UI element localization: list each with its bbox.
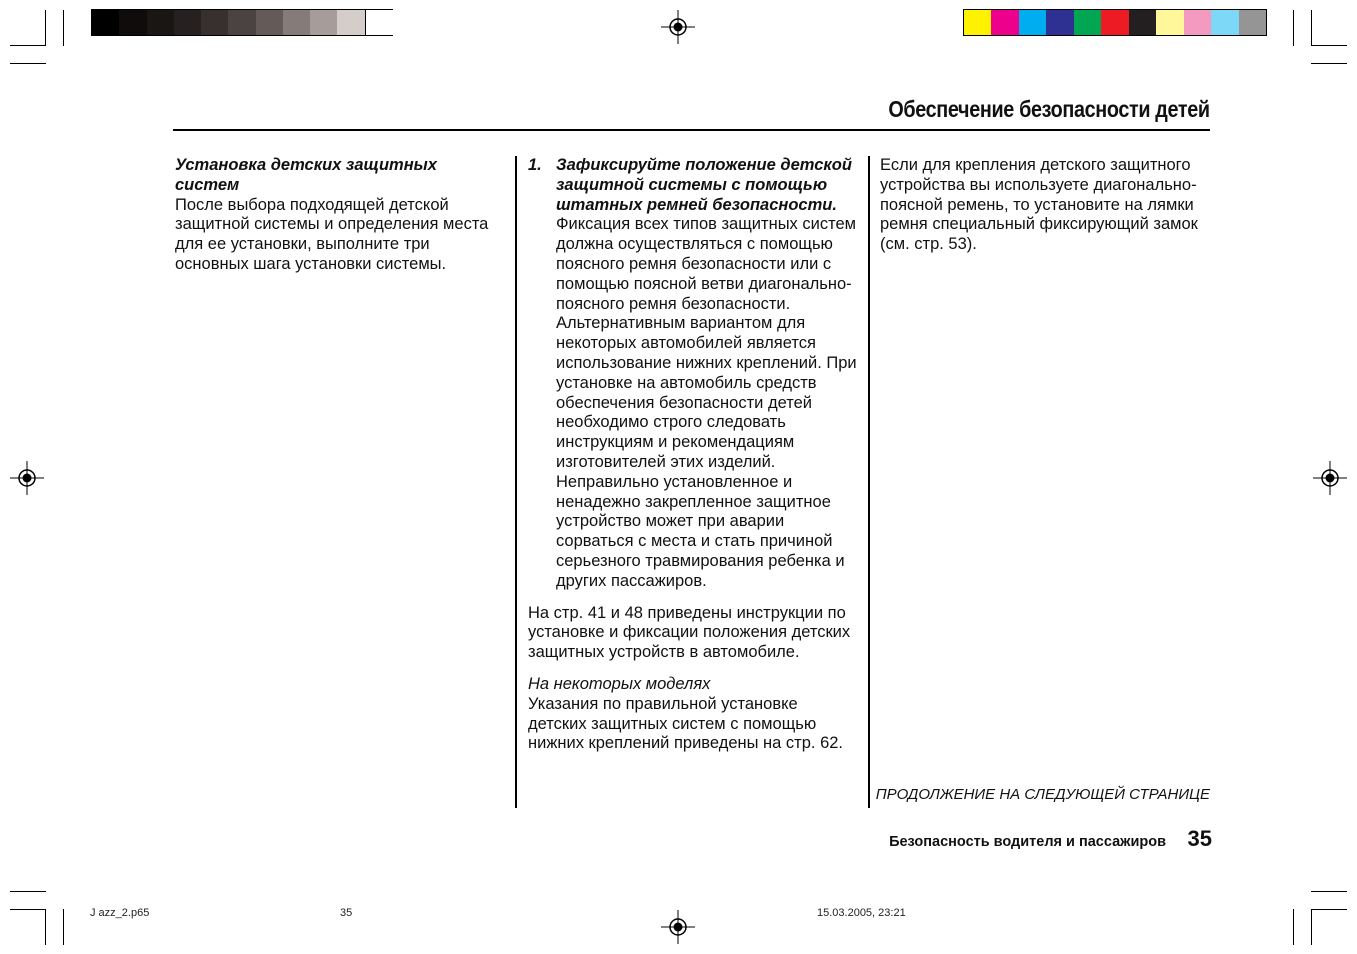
registration-mark-icon bbox=[661, 10, 695, 44]
continued-note: ПРОДОЛЖЕНИЕ НА СЛЕДУЮЩЕЙ СТРАНИЦЕ bbox=[875, 786, 1210, 803]
step-number: 1. bbox=[528, 156, 542, 174]
step-item bbox=[528, 156, 858, 592]
color-swatch bbox=[1101, 10, 1129, 35]
registration-mark-icon bbox=[1313, 461, 1347, 495]
column-right bbox=[880, 156, 1215, 255]
color-swatch bbox=[1184, 10, 1212, 35]
color-swatch bbox=[337, 10, 365, 35]
reference-paragraph: На стр. 41 и 48 приведены инструкции по установке и фиксации положения детских защитных устройств в автомобиле. bbox=[528, 603, 851, 662]
slug-page: 35 bbox=[340, 907, 353, 919]
section-heading: Установка детских защитных систем bbox=[175, 156, 437, 194]
column-left bbox=[175, 156, 505, 275]
color-swatch bbox=[92, 10, 120, 35]
color-swatch bbox=[365, 10, 394, 35]
color-calibration-bar bbox=[963, 9, 1267, 36]
header-rule bbox=[173, 129, 1210, 131]
page-number: 35 bbox=[1187, 826, 1212, 851]
color-swatch bbox=[147, 10, 175, 35]
color-swatch bbox=[119, 10, 147, 35]
registration-mark-icon bbox=[661, 910, 695, 944]
registration-mark-icon bbox=[10, 461, 44, 495]
intro-paragraph: После выбора подходящей детской защитной системы и определения места для ее установки, выполните три основных шага установки системы. bbox=[175, 195, 489, 273]
color-swatch bbox=[991, 10, 1019, 35]
color-swatch bbox=[1046, 10, 1074, 35]
color-swatch bbox=[256, 10, 284, 35]
color-swatch bbox=[1239, 10, 1267, 35]
step-body: Фиксация всех типов защитных систем должна осуществляться с помощью поясного ремня безопасности или с помощью поясной ветви диагонально-поясного ремня безопасности. Альтернативным вариантом для некоторых автомобилей является использование нижних креплений. При установке на автомобиль средств обеспечения безопасности детей необходимо строго следовать инструкциям и рекомендациям изготовителей этих изделий. Неправильно установленное и ненадежно закрепленное защитное устройство может при аварии сорваться с места и стать причиной серьезного травмирования ребенка и других пассажиров. bbox=[556, 215, 857, 590]
page-title: Обеспечение безопасности детей bbox=[888, 96, 1210, 122]
column-divider bbox=[868, 156, 870, 808]
color-swatch bbox=[310, 10, 338, 35]
color-swatch bbox=[964, 10, 992, 35]
color-swatch bbox=[1156, 10, 1184, 35]
slug-filename: J azz_2.p65 bbox=[90, 907, 150, 919]
step-lead: Зафиксируйте положение детской защитной системы с помощью штатных ремней безопасности. bbox=[556, 156, 852, 214]
color-swatch bbox=[201, 10, 229, 35]
grayscale-calibration-bar bbox=[91, 9, 393, 36]
belt-lock-paragraph: Если для крепления детского защитного устройства вы используете диагонально-поясной ремень, то установите на лямки ремня специальный фиксирующий замок (см. стр. 53). bbox=[880, 156, 1198, 254]
color-swatch bbox=[283, 10, 311, 35]
step-paragraph bbox=[556, 156, 858, 592]
color-swatch bbox=[174, 10, 202, 35]
footer-section-title: Безопасность водителя и пассажиров bbox=[889, 834, 1166, 850]
models-heading: На некоторых моделях bbox=[528, 674, 711, 693]
color-swatch bbox=[228, 10, 256, 35]
color-swatch bbox=[1019, 10, 1047, 35]
color-swatch bbox=[1129, 10, 1157, 35]
color-swatch bbox=[1211, 10, 1239, 35]
column-middle bbox=[528, 156, 858, 754]
slug-datetime: 15.03.2005, 23:21 bbox=[817, 907, 906, 919]
models-paragraph: Указания по правильной установке детских защитных систем с помощью нижних креплений приведены на стр. 62. bbox=[528, 694, 844, 753]
color-swatch bbox=[1074, 10, 1102, 35]
column-divider bbox=[515, 156, 517, 808]
